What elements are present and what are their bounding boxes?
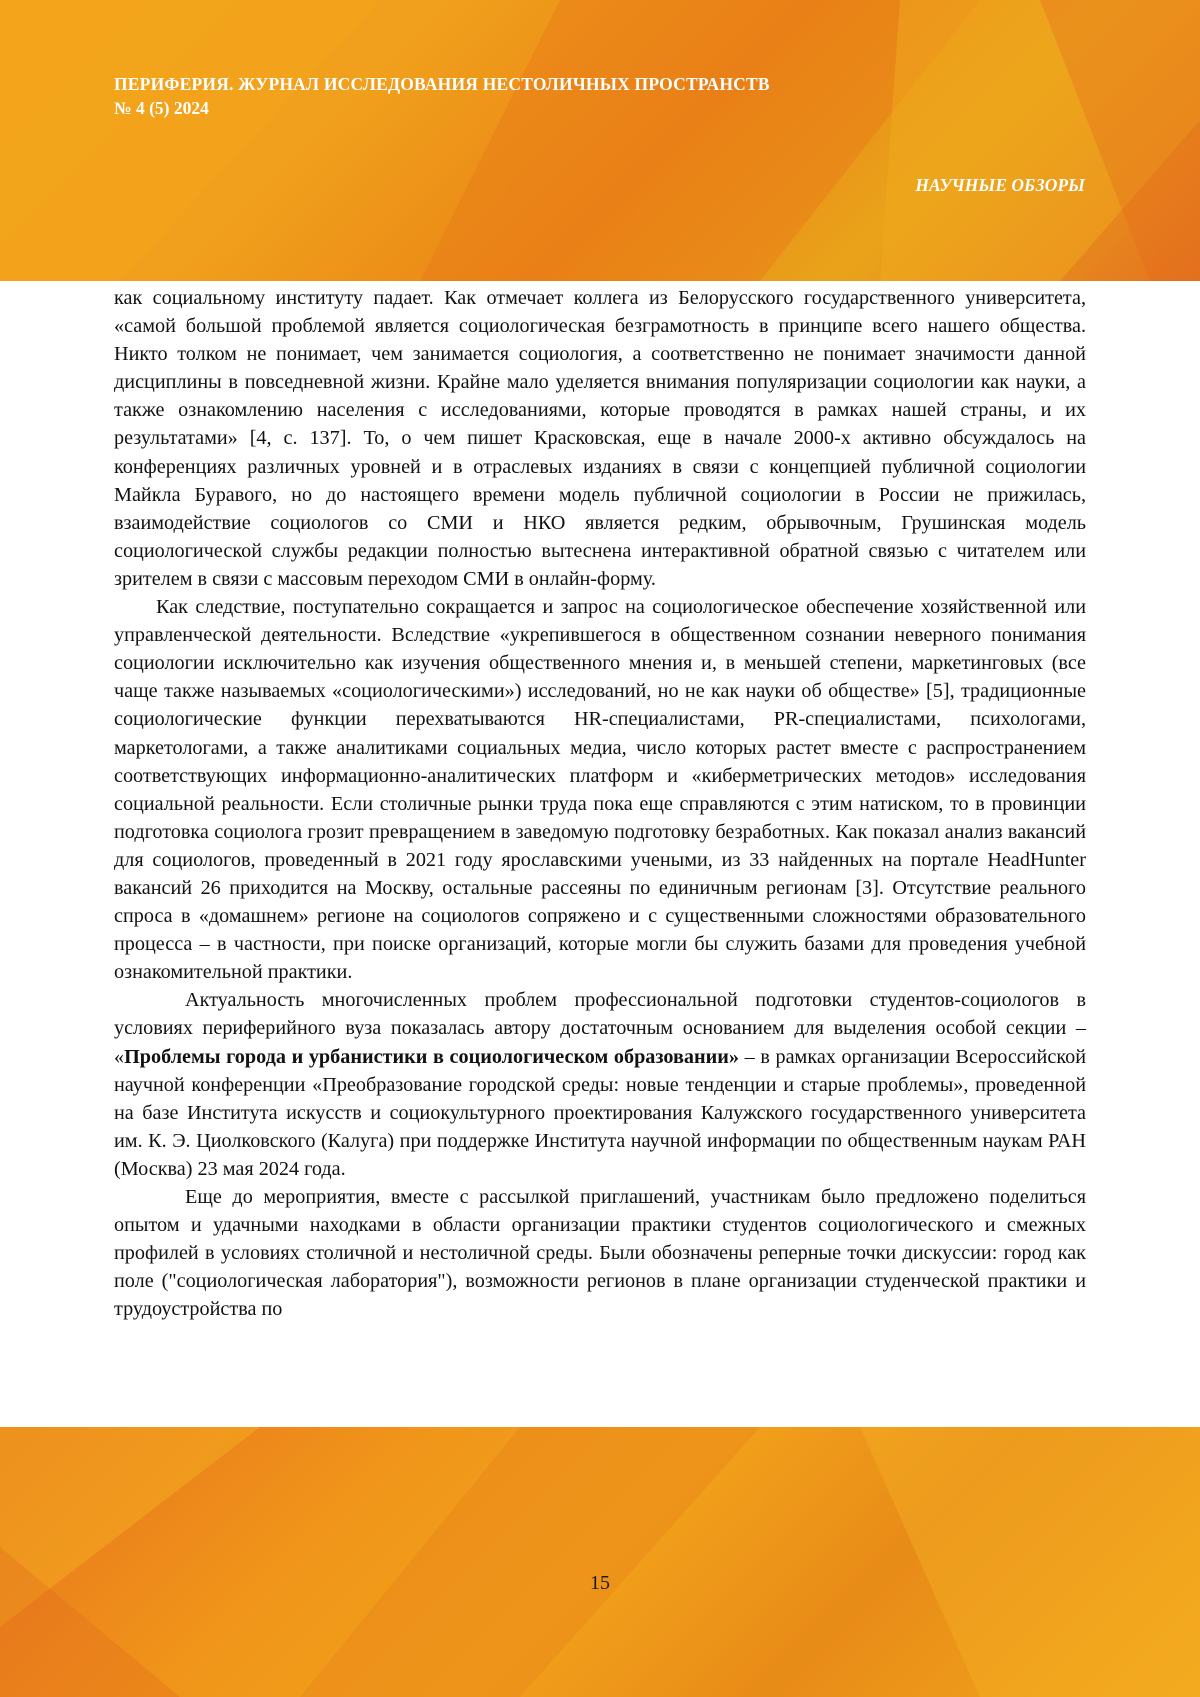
section-label: НАУЧНЫЕ ОБЗОРЫ bbox=[915, 175, 1085, 195]
header-band bbox=[0, 0, 1200, 281]
footer-decoration bbox=[0, 1427, 1200, 1697]
journal-title: ПЕРИФЕРИЯ. ЖУРНАЛ ИССЛЕДОВАНИЯ НЕСТОЛИЧНЫХ ПРОСТРАНСТВ bbox=[114, 74, 770, 94]
paragraph-3-text-end: – в рамках организации Всероссийской научной конференции «Преобразование городской среды: новые тенденции и старые проблемы», проведенной на базе Института искусств и социокультурного проектирования Калужского государственного университета им. К. Э. Циолковского (Калуга) при поддержке Института научной информации по общественным наукам РАН (Москва) 23 мая 2024 года. bbox=[114, 1045, 1087, 1180]
page-number: 15 bbox=[590, 1572, 610, 1594]
paragraph-3 bbox=[114, 986, 1086, 1183]
issue-number: № 4 (5) 2024 bbox=[114, 98, 209, 118]
paragraph-2: Как следствие, поступательно сокращается и запрос на социологическое обеспечение хозяйственной или управленческой деятельности. Вследствие «укрепившегося в общественном сознании неверного понимания социологии исключительно как изучения общественного мнения и, в меньшей степени, маркетинговых (все чаще также называемых «социологическими») исследований, но не как науки об обществе» [5], традиционные социологические функции перехватываются HR-специалистами, PR-специалистами, психологами, маркетологами, а также аналитиками социальных медиа, число которых растет вместе с распространением соответствующих информационно-аналитических платформ и «киберметрических методов» исследования социальной реальности. Если столичные рынки труда пока еще справляются с этим натиском, то в провинции подготовка социолога грозит превращением в заведомую подготовку безработных. Как показал анализ вакансий для социологов, проведенный в 2021 году ярославскими учеными, из 33 найденных на портале HeadHunter вакансий 26 приходится на Москву, остальные рассеяны по единичным регионам [3]. Отсутствие реального спроса в «домашнем» регионе на социологов сопряжено и с существенными сложностями образовательного процесса – в частности, при поиске организаций, которые могли бы служить базами для проведения учебной ознакомительной практики. bbox=[114, 596, 1086, 984]
paragraph-1: как социальному институту падает. Как отмечает коллега из Белорусского государственного университета, «самой большой проблемой является социологическая безграмотность в принципе всего нашего общества. Никто толком не понимает, чем занимается социология, а соответственно не понимает значимости данной дисциплины в повседневной жизни. Крайне мало уделяется внимания популяризации социологии как науки, а также ознакомлению населения с исследованиями, которые проводятся в рамках нашей страны, и их результатами» [4, с. 137]. То, о чем пишет Красковская, еще в начале 2000-х активно обсуждалось на конференциях различных уровней и в отраслевых изданиях в связи с концепцией публичной социологии Майкла Буравого, но до настоящего времени модель публичной социологии в России не прижилась, взаимодействие социологов со СМИ и НКО является редким, обрывочным, Грушинская модель социологической службы редакции полностью вытеснена интерактивной обратной связью с читателем или зрителем в связи с массовым переходом СМИ в онлайн-форму. bbox=[114, 287, 1086, 590]
article-body bbox=[114, 284, 1086, 1323]
footer-band bbox=[0, 1427, 1200, 1697]
header-decoration bbox=[0, 0, 1200, 281]
section-title-bold: Проблемы города и урбанистики в социологическом образовании» bbox=[124, 1045, 739, 1068]
paragraph-3-text-start: Актуальность многочисленных проблем профессиональной подготовки студентов-социологов в условиях периферийного вуза показалась автору достаточным основанием для выделения особой секции – « bbox=[114, 989, 1086, 1068]
paragraph-4: Еще до мероприятия, вместе с рассылкой приглашений, участникам было предложено поделиться опытом и удачными находками в области организации практики студентов социологического и смежных профилей в условиях столичной и нестоличной среды. Были обозначены реперные точки дискуссии: город как поле ("социологическая лаборатория"), возможности регионов в плане организации студенческой практики и трудоустройства по bbox=[114, 1186, 1086, 1321]
